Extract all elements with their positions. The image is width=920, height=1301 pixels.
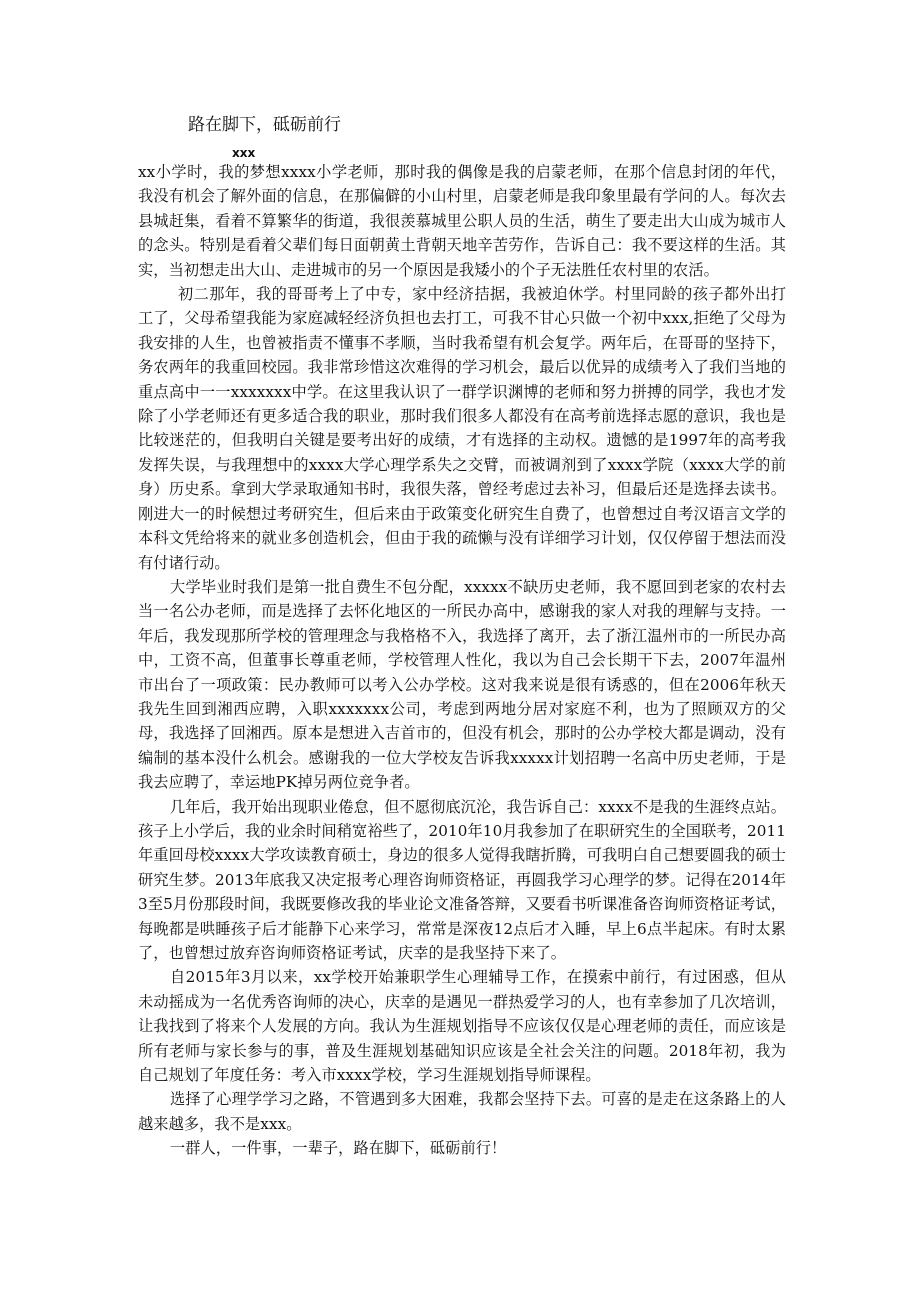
document-title: 路在脚下，砥砺前行 <box>188 115 341 135</box>
paragraph-5: 自2015年3月以来，xx学校开始兼职学生心理辅导工作，在摸索中前行，有过困惑，但从未动摇成为一名优秀咨询师的决心，庆幸的是遇见一群热爱学习的人，也有幸参加了几次培训，让我找到了将来个人发展的方向。我认为生涯规划指导不应该仅仅是心理老师的责任，而应该是所有老师与家长参与的事，普及生涯规划基础知识应该是全社会关注的问题。2018年初，我为自己规划了年度任务：考入市xxxx学校，学习生涯规划指导师课程。 <box>138 968 786 1085</box>
paragraph-1: xx小学时，我的梦想xxxx小学老师，那时我的偶像是我的启蒙老师，在那个信息封闭的年代，我没有机会了解外面的信息，在那偏僻的小山村里，启蒙老师是我印象里最有学问的人。每次去县城赶集，看着不算繁华的街道，我很羡慕城里公职人员的生活，萌生了要走出大山成为城市人的念头。特别是看着父辈们每日面朝黄土背朝天地辛苦劳作，告诉自己：我不要这样的生活。其实，当初想走出大山、走进城市的另一个原因是我矮小的个子无法胜任农村里的农活。 <box>138 163 786 279</box>
paragraph-2: 初二那年，我的哥哥考上了中专，家中经济拮据，我被迫休学。村里同龄的孩子都外出打工了，父母希望我能为家庭减轻经济负担也去打工，可我不甘心只做一个初中xxx,拒绝了父母为我安排的人生，也曾被指责不懂事不孝顺，当时我希望有机会复学。两年后，在哥哥的坚持下，务农两年的我重回校园。我非常珍惜这次难得的学习机会，最后以优异的成绩考入了我们当地的重点高中一一xxxxxxx中学。在这里我认识了一群学识渊博的老师和努力拼搏的同学，我也才发除了小学老师还有更多适合我的职业，那时我们很多人都没有在高考前选择志愿的意识，我也是比较迷茫的，但我明白关键是要考出好的成绩，才有选择的主动权。遗憾的是1997年的高考我发挥失误，与我理想中的xxxx大学心理学系失之交臂，而被调剂到了xxxx学院（xxxx大学的前身）历史系。拿到大学录取通知书时，我很失落，曾经考虑过去补习，但最后还是选择去读书。刚进大一的时候想过考研究生，但后来由于政策变化研究生自费了，也曾想过自考汉语言文学的本科文凭给将来的就业多创造机会，但由于我的疏懒与没有详细学习计划，仅仅停留于想法而没有付诸行动。 <box>138 285 786 572</box>
document-content <box>138 160 786 1161</box>
paragraph-7: 一群人，一件事，一辈子，路在脚下，砥砺前行！ <box>170 1139 507 1158</box>
paragraph-4: 几年后，我开始出现职业倦怠，但不愿彻底沉沦，我告诉自己：xxxx不是我的生涯终点站。孩子上小学后，我的业余时间稍宽裕些了，2010年10月我参加了在职研究生的全国联考，2011年重回母校xxxx大学攻读教育硕士，身边的很多人觉得我瞎折腾，可我明白自己想要圆我的硕士研究生梦。2013年底我又决定报考心理咨询师资格证，再圆我学习心理学的梦。记得在2014年3至5月份那段时间，我既要修改我的毕业论文准备答辩，又要看书听课准备咨询师资格证考试，每晚都是哄睡孩子后才能静下心来学习，常常是深夜12点后才入睡，早上6点半起床。有时太累了，也曾想过放弃咨询师资格证考试，庆幸的是我坚持下来了。 <box>138 797 786 962</box>
paragraph-6: 选择了心理学学习之路，不管遇到多大困难，我都会坚持下去。可喜的是走在这条路上的人越来越多，我不是xxx。 <box>138 1090 786 1133</box>
document-author: xxx <box>232 146 256 160</box>
paragraph-3: 大学毕业时我们是第一批自费生不包分配，xxxxx不缺历史老师，我不愿回到老家的农村去当一名公办老师，而是选择了去怀化地区的一所民办高中，感谢我的家人对我的理解与支持。一年后，我发现那所学校的管理理念与我格格不入，我选择了离开，去了浙江温州市的一所民办高中，工资不高，但董事长尊重老师，学校管理人性化，我以为自己会长期干下去，2007年温州市出台了一项政策：民办教师可以考入公办学校。这对我来说是很有诱惑的，但在2006年秋天我先生回到湘西应聘，入职xxxxxxx公司，考虑到两地分居对家庭不利，也为了照顾双方的父母，我选择了回湘西。原本是想进入吉首市的，但没有机会，那时的公办学校大都是调动，没有编制的基本没什么机会。感谢我的一位大学校友告诉我xxxxx计划招聘一名高中历史老师，于是我去应聘了，幸运地PK掉另两位竞争者。 <box>138 577 786 792</box>
